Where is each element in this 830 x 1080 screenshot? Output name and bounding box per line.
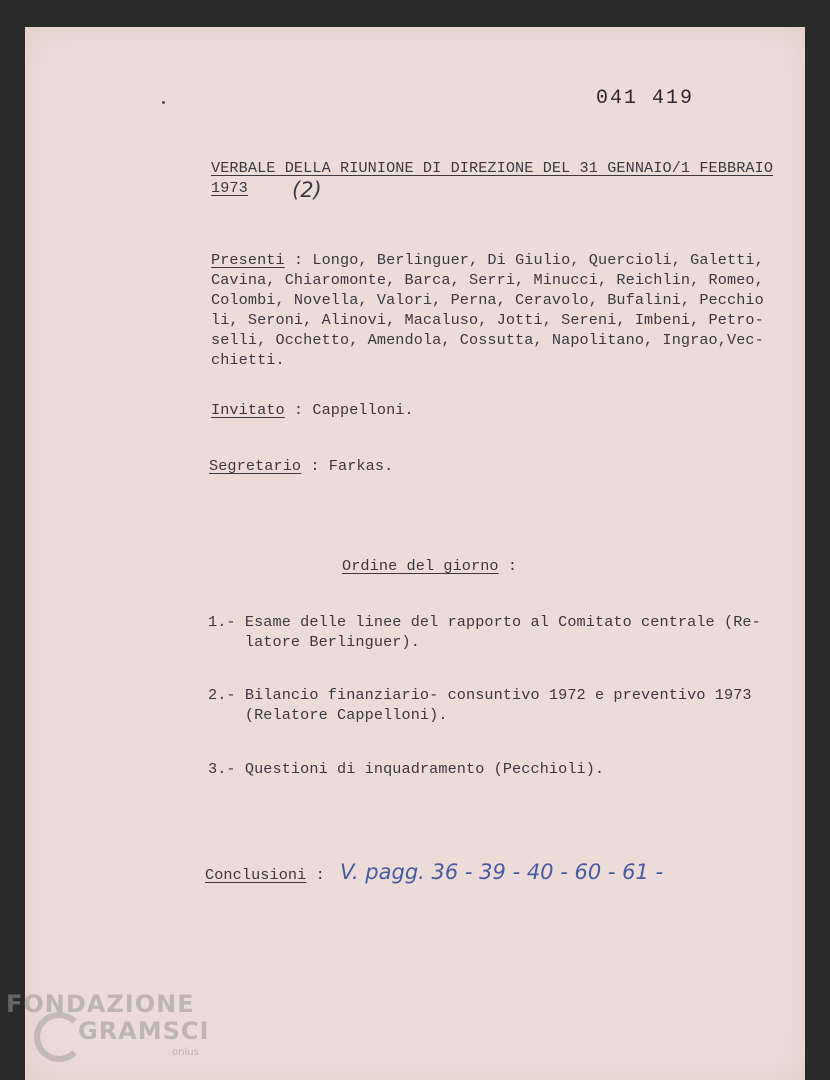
conclusioni-line <box>205 865 325 885</box>
segretario-value: : Farkas. <box>301 457 394 475</box>
presenti-line-3: Colombi, Novella, Valori, Perna, Ceravolo, Bufalini, Pecchio <box>211 291 764 309</box>
item-1-line-1: 1.- Esame delle linee del rapporto al Comitato centrale (Re- <box>208 613 761 631</box>
presenti-line-4: li, Seroni, Alinovi, Macaluso, Jotti, Sereni, Imbeni, Petro- <box>211 311 764 329</box>
ordine-suffix: : <box>498 557 518 575</box>
document-page <box>25 27 805 1080</box>
item-2-line-2: (Relatore Cappelloni). <box>208 706 448 724</box>
document-number: 041 419 <box>596 87 695 110</box>
watermark-g-circle <box>34 1012 84 1062</box>
segretario-line <box>209 456 393 476</box>
invitato-line <box>211 400 414 420</box>
item-2-line-1: 2.- Bilancio finanziario- consuntivo 1972 e preventivo 1973 <box>208 686 752 704</box>
presenti-line-1 <box>211 250 764 270</box>
watermark-line-1: FONDAZIONE <box>6 990 195 1018</box>
conclusioni-suffix: : <box>306 866 325 884</box>
presenti-text-1: : Longo, Berlinguer, Di Giulio, Quercioli, Galetti, <box>284 251 764 269</box>
watermark-line-2: GRAMSCI <box>78 1017 210 1045</box>
item-1-line-2: latore Berlinguer). <box>208 633 420 651</box>
watermark-line-3: onlus <box>172 1047 199 1058</box>
conclusioni-label: Conclusioni <box>205 866 307 884</box>
item-3-line-1: 3.- Questioni di inquadramento (Pecchioli). <box>208 760 605 778</box>
presenti-line-2: Cavina, Chiaromonte, Barca, Serri, Minucci, Reichlin, Romeo, <box>211 271 764 289</box>
paper-speck <box>162 101 165 104</box>
invitato-label: Invitato <box>211 401 285 419</box>
ordine-label: Ordine del giorno <box>342 557 499 575</box>
presenti-label: Presenti <box>211 251 285 269</box>
title-line-2: 1973 <box>211 179 248 197</box>
title-line-1: VERBALE DELLA RIUNIONE DI DIREZIONE DEL 31 GENNAIO/1 FEBBRAIO <box>211 159 774 177</box>
conclusioni-handwritten: V. pagg. 36 - 39 - 40 - 60 - 61 - <box>340 860 664 884</box>
title-annotation: (2) <box>292 178 322 202</box>
ordine-heading <box>342 556 517 576</box>
presenti-line-5: selli, Occhetto, Amendola, Cossutta, Napolitano, Ingrao,Vec- <box>211 331 764 349</box>
segretario-label: Segretario <box>209 457 302 475</box>
invitato-value: : Cappelloni. <box>284 401 414 419</box>
presenti-line-6: chietti. <box>211 351 285 369</box>
